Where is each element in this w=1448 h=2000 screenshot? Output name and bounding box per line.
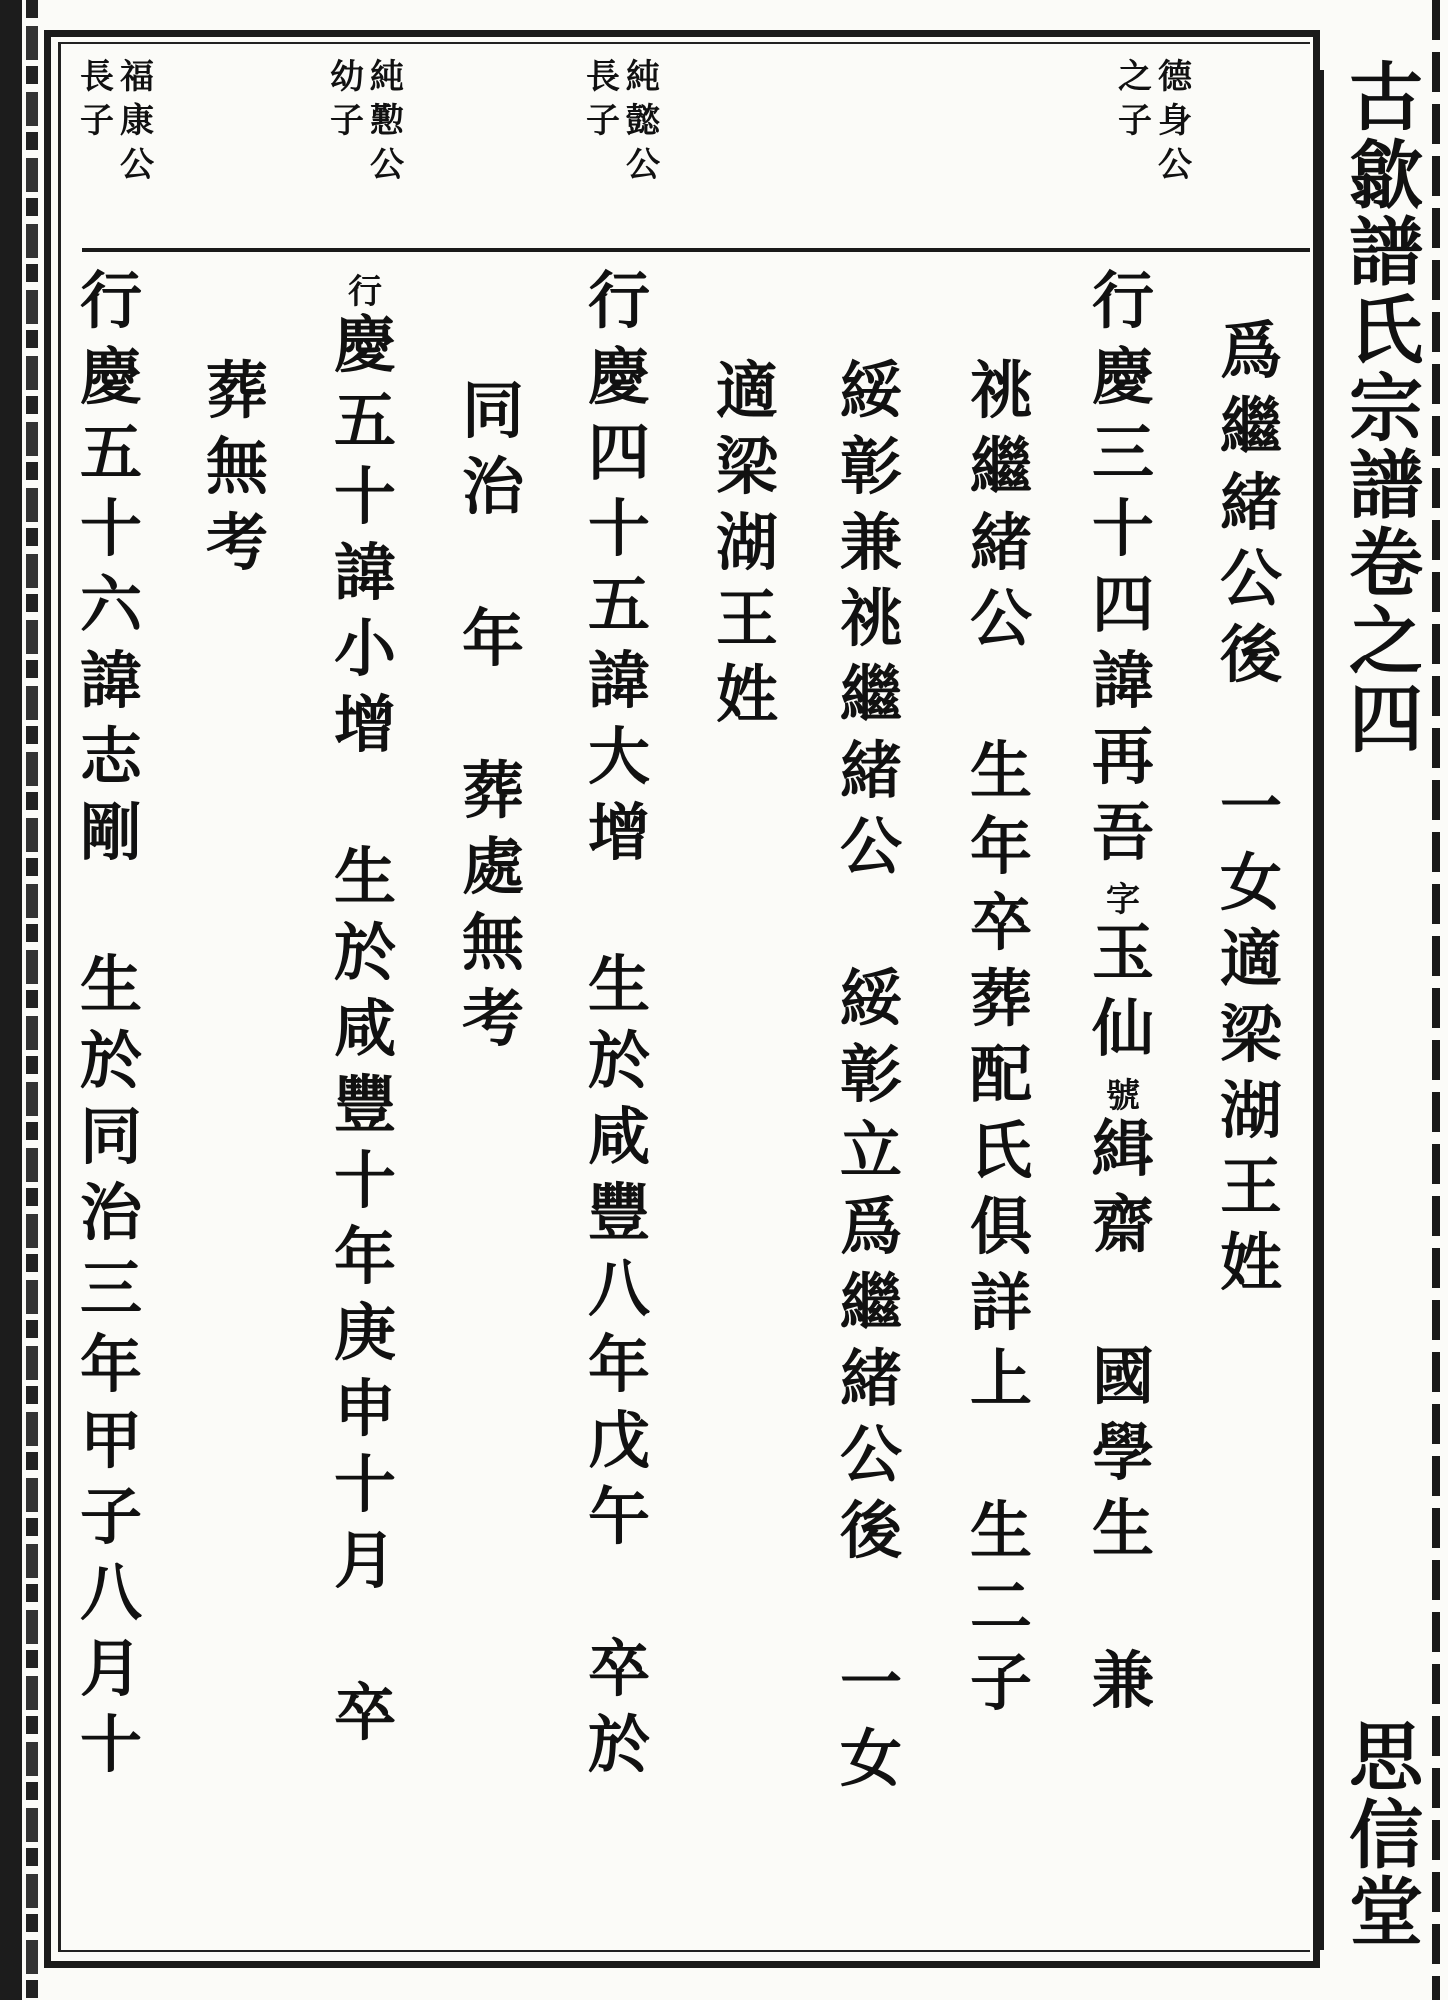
- body-char: 生: [588, 948, 651, 1021]
- body-char: 一: [840, 1646, 903, 1719]
- body-char: 卒: [970, 886, 1033, 959]
- body-char: 考: [206, 506, 269, 579]
- banxin-title-char: 四: [1349, 676, 1423, 763]
- body-char: 月: [80, 1632, 143, 1705]
- body-char: 十: [334, 460, 397, 533]
- body-char: 梁: [716, 430, 779, 503]
- body-char: 國: [1092, 1340, 1155, 1413]
- body-char: 諱: [1092, 644, 1155, 717]
- body-column-10: [80, 264, 143, 1790]
- body-char: 祧: [970, 354, 1033, 427]
- body-char: 庚: [334, 1296, 397, 1369]
- header-entry-name: [1158, 57, 1192, 192]
- body-char: 豐: [588, 1176, 651, 1249]
- body-char: 年: [80, 1328, 143, 1401]
- body-char: 號: [1106, 1076, 1140, 1116]
- body-char: 緒: [1220, 466, 1283, 539]
- body-char: 無: [206, 430, 269, 503]
- body-char: 豐: [334, 1068, 397, 1141]
- body-char: 子: [80, 1480, 143, 1553]
- body-char: 適: [716, 354, 779, 427]
- body-char: 公: [840, 1418, 903, 1491]
- body-char: 爲: [840, 1190, 903, 1263]
- body-char: 繼: [1220, 390, 1283, 463]
- body-char: 慶: [334, 308, 397, 381]
- body-char: 湖: [1220, 1074, 1283, 1147]
- header-name-char: 懃: [370, 101, 404, 141]
- body-char: 十: [80, 492, 143, 565]
- header-relation-char: 長: [586, 57, 620, 97]
- header-name-char: 德: [1158, 57, 1192, 97]
- header-relation-char: 長: [80, 57, 114, 97]
- body-char: 十: [80, 1708, 143, 1781]
- body-char: 上: [970, 1342, 1033, 1415]
- page-edge-texture: [26, 0, 38, 2000]
- body-char: 十: [1092, 492, 1155, 565]
- body-char: 八: [588, 1252, 651, 1325]
- header-name-char: 公: [370, 145, 404, 185]
- body-char: 五: [80, 416, 143, 489]
- header-entry-3: [330, 57, 404, 192]
- body-char: 諱: [588, 644, 651, 717]
- header-divider: [82, 248, 1310, 252]
- banxin-title: [1348, 55, 1424, 763]
- body-char: 生: [970, 734, 1033, 807]
- body-char: 行: [80, 264, 143, 337]
- body-char: 於: [588, 1708, 651, 1781]
- header-entry-4: [80, 57, 154, 192]
- body-char: 王: [1220, 1150, 1283, 1223]
- body-char: 六: [80, 568, 143, 641]
- body-char: 四: [588, 416, 651, 489]
- banxin-hall-name: [1348, 1715, 1424, 1957]
- header-relation-char: 子: [586, 101, 620, 141]
- header-entry-relation: [80, 57, 114, 192]
- body-char: 申: [334, 1372, 397, 1445]
- header-entry-2: [586, 57, 660, 192]
- body-char: 卒: [588, 1632, 651, 1705]
- body-char: 彰: [840, 430, 903, 503]
- body-column-6: [588, 264, 651, 1790]
- header-name-char: 純: [370, 57, 404, 97]
- body-column-7: [462, 374, 525, 1064]
- body-char: 剛: [80, 796, 143, 869]
- header-relation-char: 子: [330, 101, 364, 141]
- header-entry-name: [370, 57, 404, 192]
- header-name-char: 公: [120, 145, 154, 185]
- body-char: 志: [80, 720, 143, 793]
- body-char: 治: [80, 1176, 143, 1249]
- body-char: 生: [80, 948, 143, 1021]
- body-char: 慶: [1092, 340, 1155, 413]
- header-name-char: 康: [120, 101, 154, 141]
- body-char: 齋: [1092, 1188, 1155, 1261]
- body-char: 慶: [80, 340, 143, 413]
- body-char: 三: [1092, 416, 1155, 489]
- body-char: 立: [840, 1114, 903, 1187]
- body-char: 緒: [970, 506, 1033, 579]
- banxin-hall-char: 信: [1349, 1792, 1423, 1879]
- header-relation-char: 子: [80, 101, 114, 141]
- body-char: 慶: [588, 340, 651, 413]
- body-char: 諱: [80, 644, 143, 717]
- header-name-char: 身: [1158, 101, 1192, 141]
- banxin-title-char: 譜: [1349, 443, 1423, 530]
- header-name-char: 福: [120, 57, 154, 97]
- body-char: 咸: [588, 1100, 651, 1173]
- body-char: 配: [970, 1038, 1033, 1111]
- body-char: 大: [588, 720, 651, 793]
- banxin-title-char: 之: [1349, 598, 1423, 685]
- header-relation-char: 幼: [330, 57, 364, 97]
- body-char: 於: [588, 1024, 651, 1097]
- body-char: 兼: [840, 506, 903, 579]
- body-char: 繼: [840, 1266, 903, 1339]
- banxin-title-char: 卷: [1349, 521, 1423, 608]
- banxin-title-char: 譜: [1349, 210, 1423, 297]
- body-char: 無: [462, 906, 525, 979]
- body-char: 綏: [840, 962, 903, 1035]
- body-char: 湖: [716, 506, 779, 579]
- body-char: 十: [334, 1448, 397, 1521]
- body-char: 爲: [1220, 314, 1283, 387]
- body-char: 後: [840, 1494, 903, 1567]
- body-char: 氏: [970, 1114, 1033, 1187]
- body-char: 行: [1092, 264, 1155, 337]
- body-char: 公: [1220, 542, 1283, 615]
- body-char: 增: [334, 688, 397, 761]
- body-column-8: [334, 270, 396, 1758]
- body-column-4: [840, 354, 903, 1804]
- body-char: 年: [462, 602, 525, 675]
- body-column-9: [206, 354, 269, 588]
- header-entry-relation: [330, 57, 364, 192]
- body-char: 行: [348, 272, 382, 312]
- header-entry-name: [120, 57, 154, 192]
- body-char: 公: [840, 810, 903, 883]
- body-char: 姓: [1220, 1226, 1283, 1299]
- body-char: 姓: [716, 658, 779, 731]
- body-char: 一: [1220, 770, 1283, 843]
- body-char: 考: [462, 982, 525, 1055]
- body-char: 甲: [80, 1404, 143, 1477]
- banxin-hall-char: 思: [1349, 1715, 1423, 1801]
- body-char: 再: [1092, 720, 1155, 793]
- body-char: 女: [840, 1722, 903, 1795]
- body-char: 生: [970, 1494, 1033, 1567]
- body-char: 葬: [462, 754, 525, 827]
- body-column-5: [716, 354, 779, 740]
- body-char: 咸: [334, 992, 397, 1065]
- header-relation-char: 之: [1118, 57, 1152, 97]
- body-char: 緒: [840, 1342, 903, 1415]
- body-char: 小: [334, 612, 397, 685]
- body-char: 祧: [840, 582, 903, 655]
- body-char: 生: [1092, 1492, 1155, 1565]
- body-char: 字: [1106, 880, 1140, 920]
- body-char: 俱: [970, 1190, 1033, 1263]
- header-name-char: 純: [626, 57, 660, 97]
- banxin-border: [1320, 70, 1324, 1950]
- body-char: 玉: [1092, 916, 1155, 989]
- body-char: 十: [588, 492, 651, 565]
- banxin-title-char: 古: [1349, 55, 1423, 141]
- body-char: 二: [970, 1570, 1033, 1643]
- body-char: 五: [588, 568, 651, 641]
- body-char: 三: [80, 1252, 143, 1325]
- header-entry-name: [626, 57, 660, 192]
- header-name-char: 公: [626, 145, 660, 185]
- body-char: 公: [970, 582, 1033, 655]
- body-char: 月: [334, 1524, 397, 1597]
- body-char: 行: [588, 264, 651, 337]
- body-column-2: [1092, 264, 1155, 1726]
- body-char: 午: [588, 1480, 651, 1553]
- body-char: 處: [462, 830, 525, 903]
- body-char: 彰: [840, 1038, 903, 1111]
- body-char: 繼: [970, 430, 1033, 503]
- body-char: 繼: [840, 658, 903, 731]
- body-char: 緝: [1092, 1112, 1155, 1185]
- body-char: 王: [716, 582, 779, 655]
- body-char: 生: [334, 840, 397, 913]
- body-char: 綏: [840, 354, 903, 427]
- banxin-title-char: 歙: [1349, 132, 1423, 219]
- banxin-title-char: 宗: [1349, 365, 1423, 452]
- body-char: 詳: [970, 1266, 1033, 1339]
- body-char: 仙: [1092, 992, 1155, 1065]
- banxin-title-char: 氏: [1349, 288, 1423, 375]
- body-char: 葬: [970, 962, 1033, 1035]
- header-entry-relation: [586, 57, 620, 192]
- body-char: 於: [334, 916, 397, 989]
- header-relation-char: 子: [1118, 101, 1152, 141]
- body-char: 葬: [206, 354, 269, 427]
- body-char: 適: [1220, 922, 1283, 995]
- header-name-char: 懿: [626, 101, 660, 141]
- body-char: 緒: [840, 734, 903, 807]
- body-char: 兼: [1092, 1644, 1155, 1717]
- header-entry-1: [1118, 57, 1192, 192]
- body-char: 子: [970, 1646, 1033, 1719]
- body-column-1: [1220, 314, 1283, 1308]
- body-char: 於: [80, 1024, 143, 1097]
- header-name-char: 公: [1158, 145, 1192, 185]
- page-edge-bleed: [0, 0, 22, 2000]
- body-char: 後: [1220, 618, 1283, 691]
- body-char: 四: [1092, 568, 1155, 641]
- body-char: 同: [462, 374, 525, 447]
- body-char: 五: [334, 384, 397, 457]
- body-char: 十: [334, 1144, 397, 1217]
- body-char: 年: [334, 1220, 397, 1293]
- body-char: 戊: [588, 1404, 651, 1477]
- body-char: 年: [970, 810, 1033, 883]
- body-char: 吾: [1092, 796, 1155, 869]
- body-char: 卒: [334, 1676, 397, 1749]
- body-char: 同: [80, 1100, 143, 1173]
- body-char: 女: [1220, 846, 1283, 919]
- body-char: 梁: [1220, 998, 1283, 1071]
- banxin-edge: [1432, 0, 1440, 2000]
- body-column-3: [970, 354, 1033, 1728]
- body-char: 增: [588, 796, 651, 869]
- body-char: 八: [80, 1556, 143, 1629]
- header-entry-relation: [1118, 57, 1152, 192]
- body-char: 年: [588, 1328, 651, 1401]
- body-char: 學: [1092, 1416, 1155, 1489]
- banxin-hall-char: 堂: [1349, 1870, 1423, 1957]
- body-char: 諱: [334, 536, 397, 609]
- body-char: 治: [462, 450, 525, 523]
